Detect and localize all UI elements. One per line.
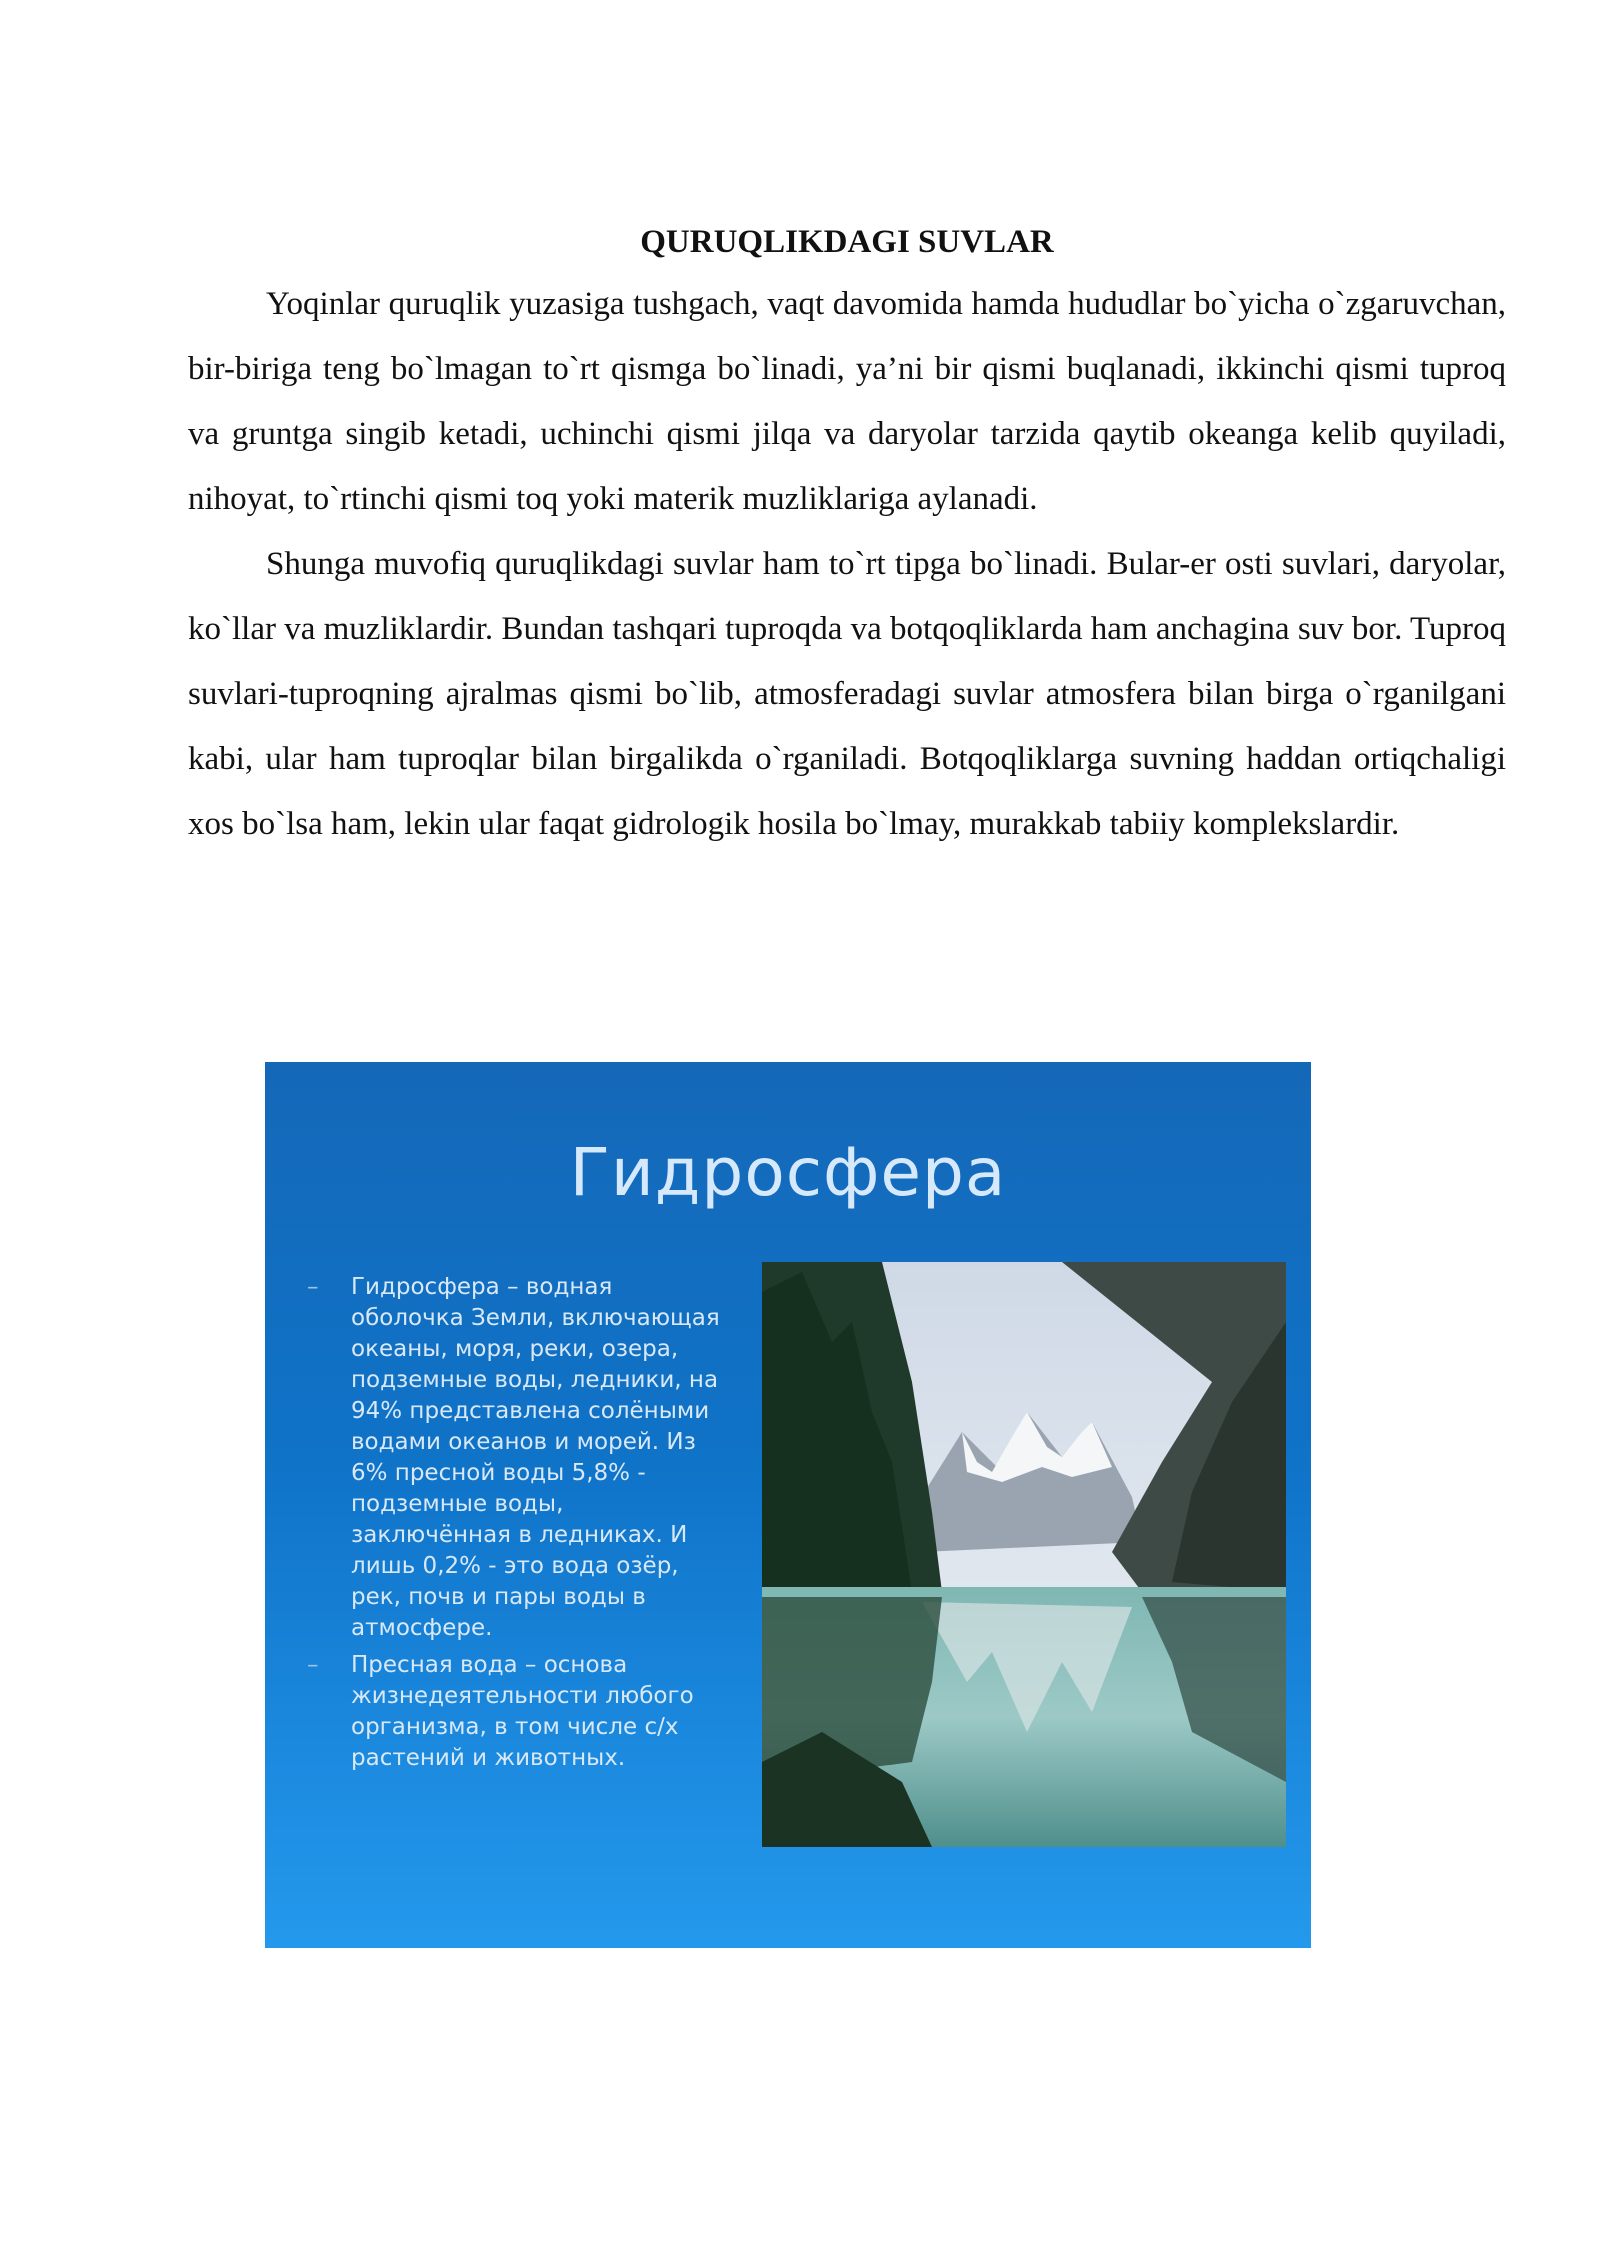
hydrosphere-slide-image [265,1062,1311,1948]
paragraph-2: Shunga muvofiq quruqlikdagi suvlar ham to`rt tipga bo`linadi. Bular-er osti suvlari, daryolar, ko`llar va muzliklardir. Bundan tashqari tuproqda va botqoqliklarda ham anchagina suv bor. Tuproq suvlari-tuproqning ajralmas qismi bo`lib, atmosferadagi suvlar atmosfera bilan birga o`rganilgani kabi, ular ham tuproqlar bilan birgalikda o`rganiladi. Botqoqliklarga suvning haddan ortiqchaligi xos bo`lsa ham, lekin ular faqat gidrologik hosila bo`lmay, murakkab tabiiy komplekslardir. [188,546,1506,842]
slide-bullet-2: – Пресная вода – основа жизнедеятельности любого организма, в том числе с/х растений и животных. [307,1650,727,1774]
mountain-lake-photo [762,1262,1286,1847]
page-title: QURUQLIKDAGI SUVLAR [640,224,1054,260]
body-text [188,272,1506,857]
slide-bullet-1: – Гидросфера – водная оболочка Земли, включающая океаны, моря, реки, озера, подземные воды, ледники, на 94% представлена солёными водами океанов и морей. Из 6% пресной воды 5,8% - подземные воды, заключённая в ледниках. И лишь 0,2% - это вода озёр, рек, почв и пары воды в атмосфере. [307,1272,727,1644]
paragraph-1: Yoqinlar quruqlik yuzasiga tushgach, vaqt davomida hamda hududlar bo`yicha o`zgaruvchan, bir-biriga teng bo`lmagan to`rt qismga bo`linadi, ya’ni bir qismi buqlanadi, ikkinchi qismi tuproq va gruntga singib ketadi, uchinchi qismi jilqa va daryolar tarzida qaytib okeanga kelib quyiladi, nihoyat, to`rtinchi qismi toq yoki materik muzliklariga aylanadi. [188,286,1506,517]
slide-bullet-list [307,1272,727,1780]
slide-title: Гидросфера [569,1134,1007,1211]
mountain-lake-illustration [762,1262,1286,1847]
